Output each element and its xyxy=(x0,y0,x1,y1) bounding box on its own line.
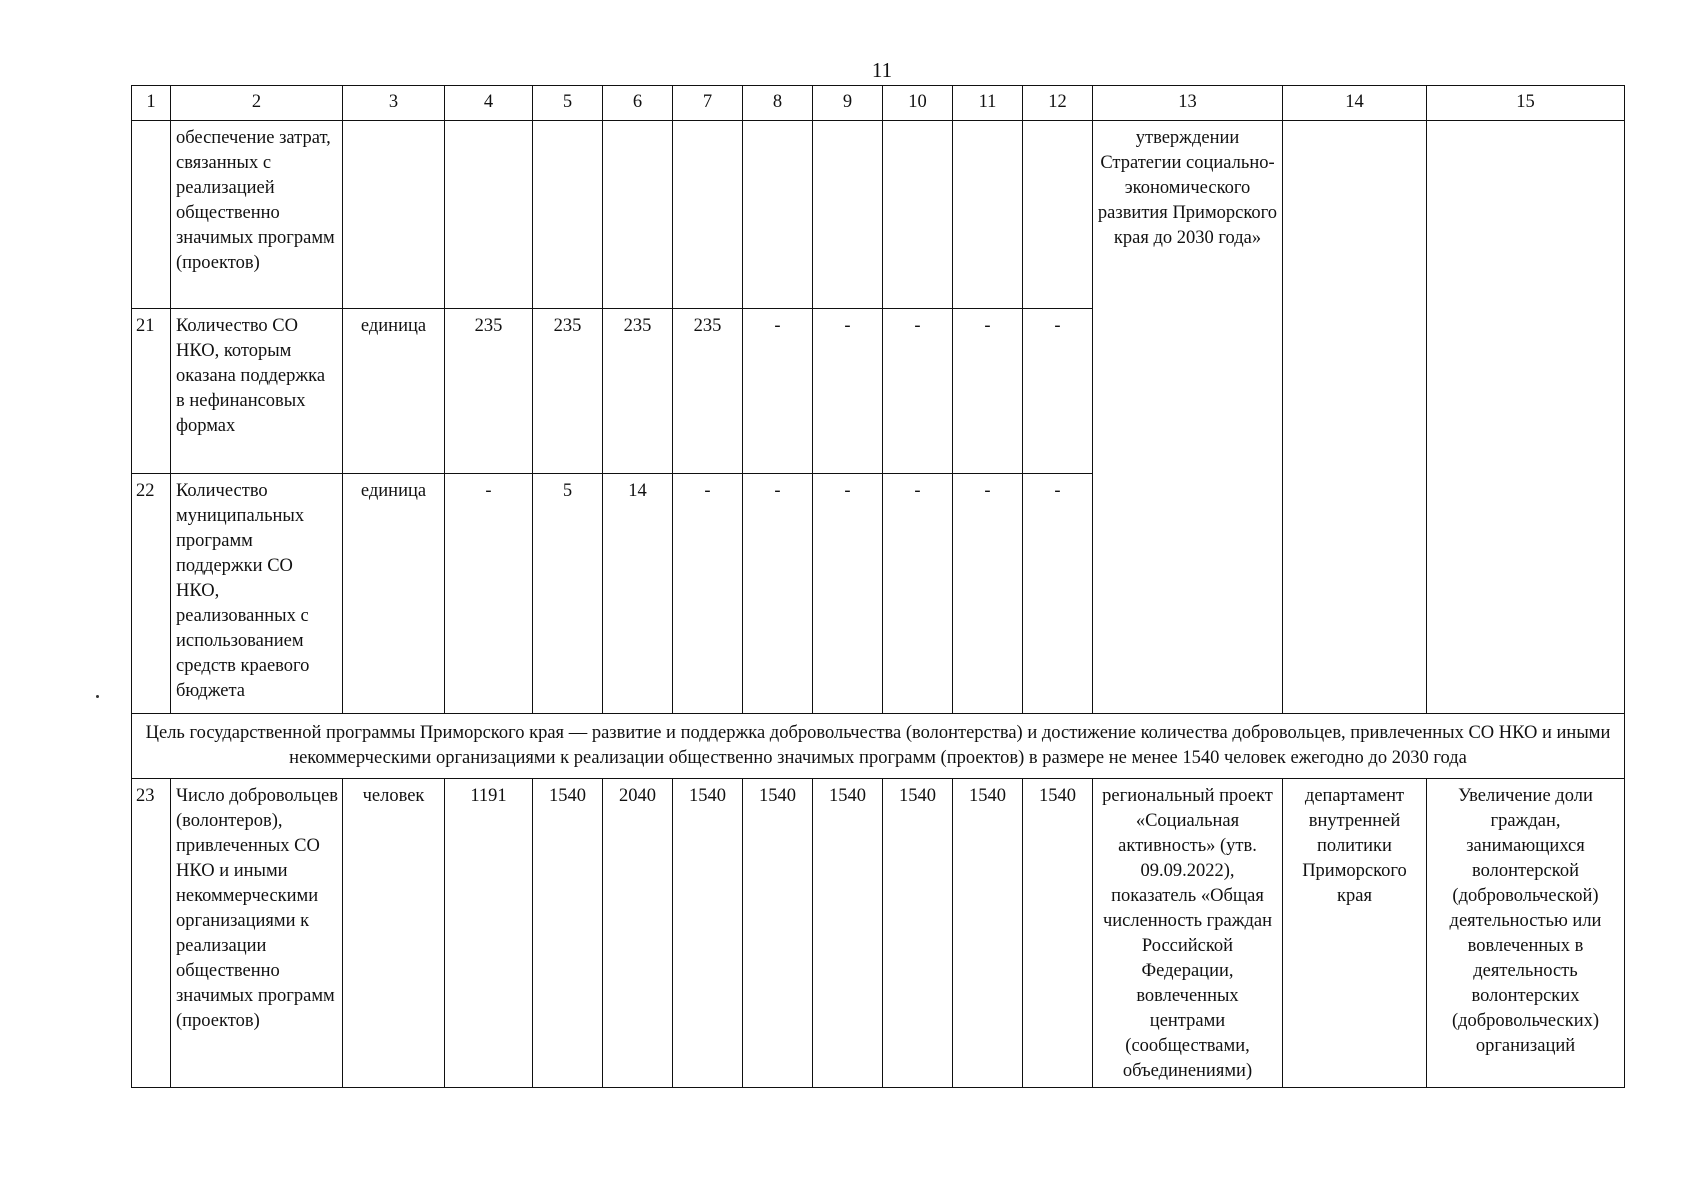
header-cell: 2 xyxy=(171,86,343,121)
source-cell: утверждении Стратегии социально-экономического развития Приморского края до 2030 года» xyxy=(1093,121,1283,714)
unit-cell: человек xyxy=(343,779,445,1088)
responsible-cell: департамент внутренней политики Приморского края xyxy=(1283,779,1427,1088)
value-cell: 1191 xyxy=(445,779,533,1088)
table-row xyxy=(132,121,1625,309)
source-cell: региональный проект «Социальная активность» (утв. 09.09.2022), показатель «Общая численность граждан Российской Федерации, вовлеченных центрами (сообществами, объединениями) xyxy=(1093,779,1283,1088)
value-cell: 235 xyxy=(445,309,533,474)
value-cell: 1540 xyxy=(813,779,883,1088)
header-row xyxy=(132,86,1625,121)
value-cell: - xyxy=(743,309,813,474)
indicator-name: обеспечение затрат, связанных с реализацией общественно значимых программ (проектов) xyxy=(171,121,343,309)
header-cell: 14 xyxy=(1283,86,1427,121)
unit-cell: единица xyxy=(343,309,445,474)
header-cell: 4 xyxy=(445,86,533,121)
table-row xyxy=(132,779,1625,1088)
value-cell: 235 xyxy=(673,309,743,474)
scan-dot xyxy=(96,695,99,698)
value-cell: - xyxy=(1023,474,1093,714)
indicator-name: Число добровольцев (волонтеров), привлеченных СО НКО и иными некоммерческими организациями к реализации общественно значимых программ (проектов) xyxy=(171,779,343,1088)
value-cell: 1540 xyxy=(673,779,743,1088)
header-cell: 9 xyxy=(813,86,883,121)
header-cell: 1 xyxy=(132,86,171,121)
row-number: 23 xyxy=(132,779,171,1088)
value-cell: - xyxy=(813,309,883,474)
indicators-table xyxy=(131,85,1625,1088)
header-cell: 8 xyxy=(743,86,813,121)
value-cell: 1540 xyxy=(883,779,953,1088)
value-cell: - xyxy=(673,474,743,714)
header-cell: 15 xyxy=(1427,86,1625,121)
value-cell: 1540 xyxy=(953,779,1023,1088)
header-cell: 11 xyxy=(953,86,1023,121)
value-cell: - xyxy=(883,474,953,714)
value-cell: - xyxy=(953,474,1023,714)
value-cell: - xyxy=(445,474,533,714)
value-cell: 2040 xyxy=(603,779,673,1088)
unit-cell: единица xyxy=(343,474,445,714)
value-cell: - xyxy=(1023,309,1093,474)
header-cell: 13 xyxy=(1093,86,1283,121)
header-cell: 3 xyxy=(343,86,445,121)
result-cell: Увеличение доли граждан, занимающихся волонтерской (добровольческой) деятельностью или вовлеченных в деятельность волонтерских (добровольческих) организаций xyxy=(1427,779,1625,1088)
program-goal: Цель государственной программы Приморского края — развитие и поддержка добровольчества (волонтерства) и достижение количества добровольцев, привлеченных СО НКО и иными некоммерческими организациями к реализации общественно значимых программ (проектов) в размере не менее 1540 человек ежегодно до 2030 года xyxy=(132,714,1625,779)
header-cell: 10 xyxy=(883,86,953,121)
row-number: 22 xyxy=(132,474,171,714)
value-cell: 235 xyxy=(533,309,603,474)
value-cell: 5 xyxy=(533,474,603,714)
value-cell: - xyxy=(953,309,1023,474)
header-cell: 6 xyxy=(603,86,673,121)
indicator-name: Количество СО НКО, которым оказана поддержка в нефинансовых формах xyxy=(171,309,343,474)
indicator-name: Количество муниципальных программ поддержки СО НКО, реализованных с использованием средств краевого бюджета xyxy=(171,474,343,714)
header-cell: 5 xyxy=(533,86,603,121)
value-cell: 1540 xyxy=(533,779,603,1088)
value-cell: 14 xyxy=(603,474,673,714)
header-cell: 7 xyxy=(673,86,743,121)
header-cell: 12 xyxy=(1023,86,1093,121)
value-cell: - xyxy=(883,309,953,474)
row-number: 21 xyxy=(132,309,171,474)
value-cell: 235 xyxy=(603,309,673,474)
value-cell: 1540 xyxy=(1023,779,1093,1088)
page-number: 11 xyxy=(871,58,893,82)
value-cell: - xyxy=(743,474,813,714)
goal-row xyxy=(132,714,1625,779)
value-cell: 1540 xyxy=(743,779,813,1088)
value-cell: - xyxy=(813,474,883,714)
